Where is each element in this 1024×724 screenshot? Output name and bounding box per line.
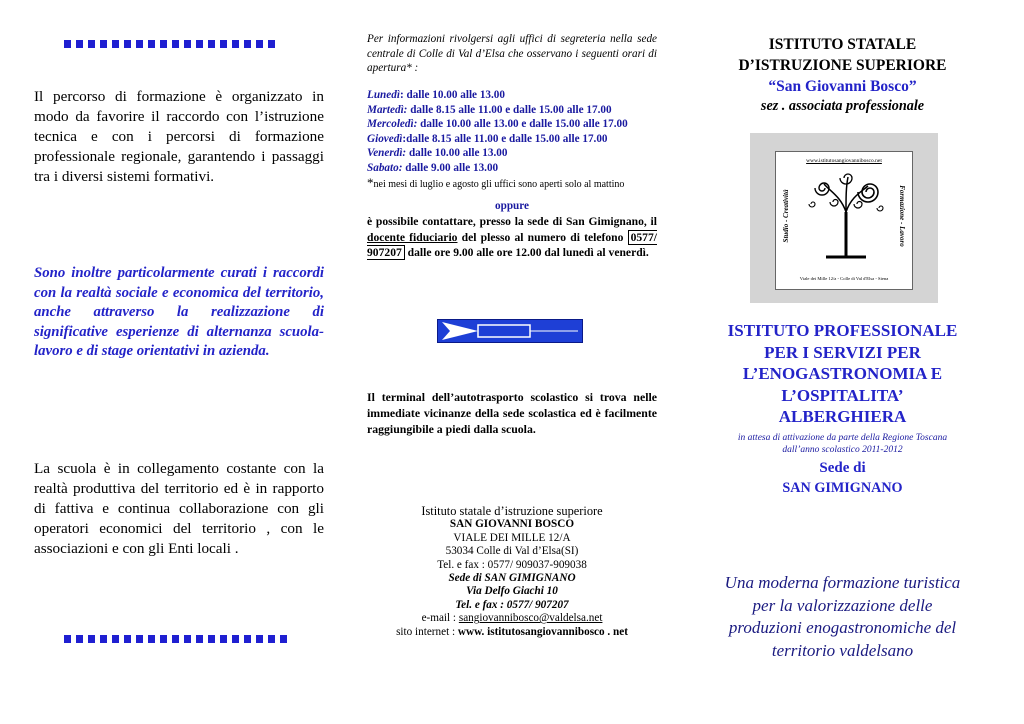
activation-note: in attesa di attivazione da parte della Regione Toscana dall’anno scolastico 2011-2012 [737,433,948,455]
contact-phone: 0577/ 907207 [367,230,657,259]
terminal-paragraph: Il terminal dell’autotrasporto scolastico si trova nelle immediate vicinanze della sede scolastica ed è facilmente raggiungibile a piedi dalla scuola. [367,390,657,436]
tree-icon [776,152,912,289]
oppure-label: oppure [495,200,529,212]
logo-url: www.istitutosangiovannibosco.net [806,158,882,164]
hours-row: Martedì: dalle 8.15 alle 11.00 e dalle 15.00 alle 17.00 [367,103,612,116]
office-info-text: Per informazioni rivolgersi agli uffici di segreteria nella sede centrale di Colle di Val d’Elsa che osservano i seguenti orari di apertura* : [367,33,657,74]
school-address: Istituto statale d’istruzione superiore SAN GIOVANNI BOSCO VIALE DEI MILLE 12/A 53034 Colle di Val d’Elsa(SI) Tel. e fax : 0577/ 909037-909038 Sede di SAN GIMIGNANO Via Delfo Giachi 10 Tel. e fax : 0577/ 907207 e-mail : sangiovannibosco@valdelsa.net sito internet : www. istitutosangiovannibosco . net [396,504,628,638]
arrow-banner-icon [437,319,583,343]
logo-left-text: Studio - Creatività [782,189,790,243]
hours-row: Venerdì: dalle 10.00 alle 13.00 [367,147,508,160]
intro-paragraph: Il percorso di formazione è organizzato in modo da favorire il raccordo con l’istruzione tecnica e con i percorsi di formazione professionale regionale, garantendo i passaggi tra i diversi sistemi formativi. [34,88,324,185]
docente-fiduciario: docente fiduciario [367,230,458,244]
slogan: Una moderna formazione turistica per la valorizzazione delle produzioni enogastronomiche del territorio valdelsano [724,573,961,660]
hours-row: Sabato: dalle 9.00 alle 13.00 [367,161,499,174]
school-logo [775,151,913,290]
website-link[interactable]: www. istitutosangiovannibosco . net [457,625,628,638]
collaboration-paragraph: La scuola è in collegamento costante con la realtà produttiva del territorio ed è in rapporto di fattiva e continua collaborazione con gli operatori economici del territorio , con le associazioni e con gli Enti locali . [34,460,324,557]
opening-hours [367,88,667,192]
hours-row: Lunedì: dalle 10.00 alle 13.00 [367,89,505,101]
sede-label: Sede di SAN GIMIGNANO [782,460,903,496]
decorative-dots-bottom [64,635,292,643]
hours-note: *nei mesi di luglio e agosto gli uffici sono aperti solo al mattino [367,174,625,190]
highlight-paragraph: Sono inoltre particolarmente curati i raccordi con la realtà sociale e economica del territorio, anche attraverso la realizzazione di significative esperienze di alternanza scuola-lavoro e di stage orientativi in azienda. [34,265,324,359]
hours-row: Mercoledì: dalle 10.00 alle 13.00 e dalle 15.00 alle 17.00 [367,118,628,131]
logo-bottom-text: Viale dei Mille 12/a - Colle di Val d'Elsa - Siena [799,276,889,281]
contact-paragraph: è possibile contattare, presso la sede di San Gimignano, il docente fiduciario del plesso al numero di telefono 0577/ 907207 dalle ore 9.00 alle ore 12.00 dal lunedì al venerdì. [367,215,657,259]
logo-right-text: Formazione - Lavoro [898,185,906,247]
professional-institute-title: ISTITUTO PROFESSIONALE PER I SERVIZI PER L’ENOGASTRONOMIA E L’OSPITALITA’ ALBERGHIERA [727,321,958,426]
decorative-dots-top [64,40,280,48]
email-link[interactable]: sangiovannibosco@valdelsa.net [458,612,603,625]
hours-row: Giovedì:dalle 8.15 alle 11.00 e dalle 15.00 alle 17.00 [367,132,608,145]
institute-header: ISTITUTO STATALE D’ISTRUZIONE SUPERIORE “San Giovanni Bosco” sez . associata professionale [738,36,947,114]
